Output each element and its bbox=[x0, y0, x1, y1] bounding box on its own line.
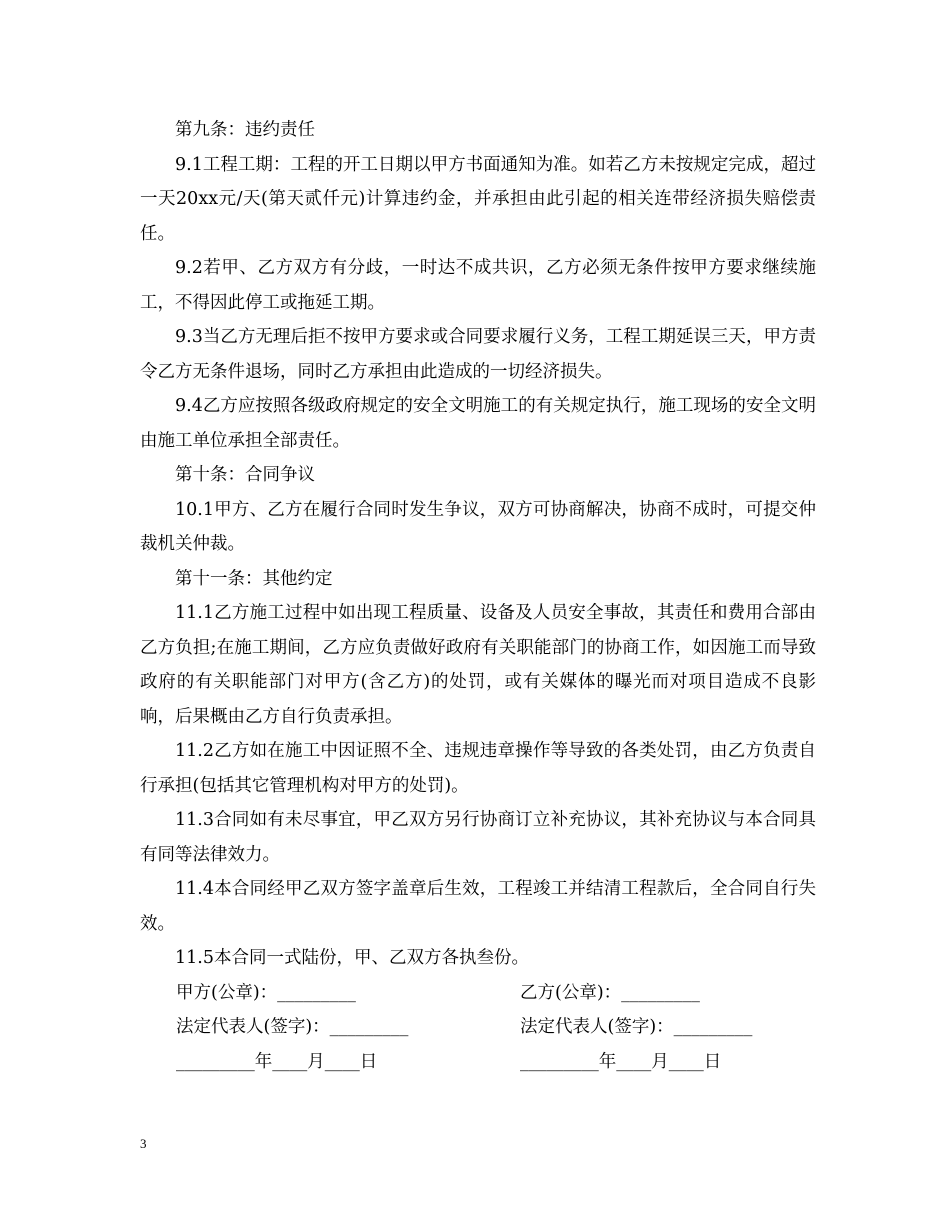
article-10-heading: 第十条：合同争议 bbox=[175, 465, 315, 485]
clause-11-3: 11.3合同如有未尽事宜，甲乙双方另行协商订立补充协议，其补充协议与本合同具有同等法律效力。 bbox=[140, 810, 816, 865]
article-11-heading: 第十一条：其他约定 bbox=[175, 568, 333, 589]
clause-9-4: 9.4乙方应按照各级政府规定的安全文明施工的有关规定执行，施工现场的安全文明由施工单位承担全部责任。 bbox=[140, 396, 816, 451]
party-b-date-field: _________年____月____日 bbox=[520, 1051, 722, 1072]
document-body bbox=[140, 113, 816, 1079]
signature-row-seal bbox=[140, 976, 816, 1011]
page-number: 3 bbox=[140, 1136, 147, 1151]
clause-11-5: 11.5本合同一式陆份，甲、乙双方各执叁份。 bbox=[175, 948, 529, 968]
signature-row-representative bbox=[140, 1010, 816, 1045]
clause-9-2: 9.2若甲、乙方双方有分歧，一时达不成共识，乙方必须无条件按甲方要求继续施工，不得因此停工或拖延工期。 bbox=[140, 258, 816, 313]
clause-10-1: 10.1甲方、乙方在履行合同时发生争议，双方可协商解决，协商不成时，可提交仲裁机关仲裁。 bbox=[140, 499, 816, 554]
clause-11-1: 11.1乙方施工过程中如出现工程质量、设备及人员安全事故，其责任和费用合部由乙方负担;在施工期间，乙方应负责做好政府有关职能部门的协商工作，如因施工而导致政府的有关职能部门对甲方(含乙方)的处罚，或有关媒体的曝光而对项目造成不良影响，后果概由乙方自行负责承担。 bbox=[140, 603, 816, 727]
clause-9-1: 9.1工程工期：工程的开工日期以甲方书面通知为准。如若乙方未按规定完成，超过一天20xx元/天(第天贰仟元)计算违约金，并承担由此引起的相关连带经济损失赔偿责任。 bbox=[140, 154, 816, 244]
clause-9-3: 9.3当乙方无理后拒不按甲方要求或合同要求履行义务，工程工期延误三天，甲方责令乙方无条件退场，同时乙方承担由此造成的一切经济损失。 bbox=[140, 327, 816, 382]
party-a-date-field: _________年____月____日 bbox=[176, 1051, 378, 1072]
party-b-seal-field: 乙方(公章)：_________ bbox=[520, 982, 700, 1003]
clause-11-4: 11.4本合同经甲乙双方签字盖章后生效，工程竣工并结清工程款后，全合同自行失效。 bbox=[140, 879, 816, 934]
clause-11-2: 11.2乙方如在施工中因证照不全、违规违章操作等导致的各类处罚，由乙方负责自行承担(包括其它管理机构对甲方的处罚)。 bbox=[140, 741, 816, 796]
party-b-representative-field: 法定代表人(签字)：_________ bbox=[520, 1017, 753, 1037]
party-a-seal-field: 甲方(公章)：_________ bbox=[176, 982, 356, 1003]
party-a-representative-field: 法定代表人(签字)：_________ bbox=[176, 1017, 409, 1037]
signature-row-date bbox=[140, 1045, 816, 1080]
article-9-heading: 第九条：违约责任 bbox=[175, 120, 315, 140]
